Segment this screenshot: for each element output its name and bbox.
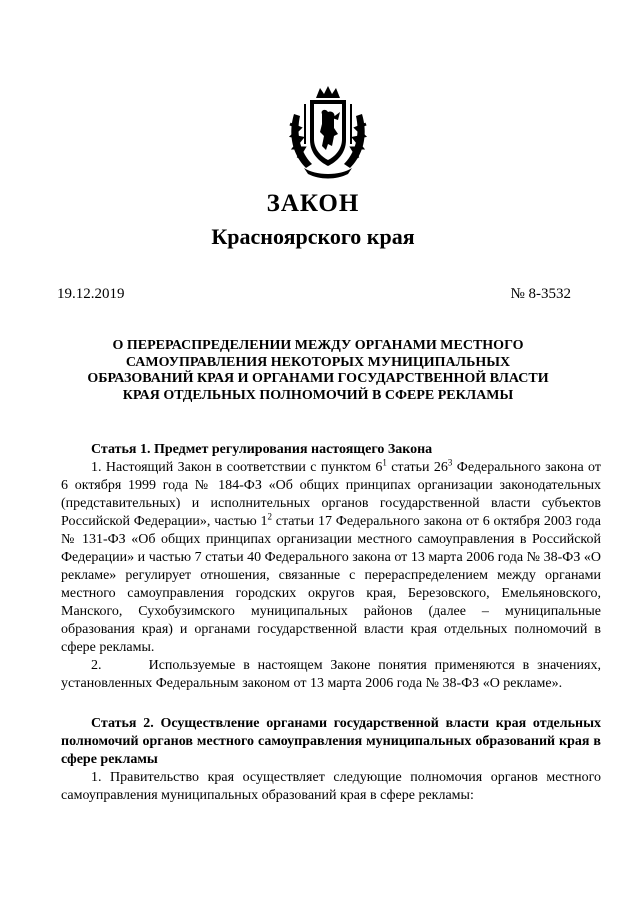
article-1-title: Статья 1. Предмет регулирования настоящего Закона [91, 442, 433, 457]
paragraph-text: 1. Настоящий Закон в соответствии с пунктом 6 [91, 460, 383, 475]
spacer [61, 693, 601, 715]
law-number: № 8-3532 [510, 286, 571, 302]
paragraph-text: статьи 26 [386, 460, 448, 475]
region-subtitle: Красноярского края [211, 224, 415, 249]
heading-line: О ПЕРЕРАСПРЕДЕЛЕНИИ МЕЖДУ ОРГАНАМИ МЕСТНОГО [112, 338, 524, 353]
superscript: 2 [267, 511, 272, 522]
article-2-title: Статья 2. Осуществление органами государственной власти края отдельных полномочий органов местного самоуправления муниципальных образований края в сфере рекламы [61, 716, 601, 767]
paragraph-text: Федерального закона от 6 октября 1999 года № 184-ФЗ «Об общих принципах организации законодательных (представительных) и исполнительных органов государственной власти субъектов Российской Федерации», частью 1 [61, 460, 601, 529]
article-1-paragraph-1 [61, 459, 601, 657]
law-heading [60, 338, 576, 404]
article-2-paragraph-1: 1. Правительство края осуществляет следующие полномочия органов местного самоуправления муниципальных образований края в сфере рекламы: [61, 770, 601, 803]
superscript: 1 [382, 457, 387, 468]
heading-line: САМОУПРАВЛЕНИЯ НЕКОТОРЫХ МУНИЦИПАЛЬНЫХ [125, 354, 511, 370]
superscript: 3 [447, 457, 453, 468]
document-type-title: ЗАКОН [266, 190, 360, 217]
law-body [61, 441, 601, 805]
coat-of-arms-emblem [286, 84, 370, 180]
law-date: 19.12.2019 [57, 286, 125, 302]
heading-line: ОБРАЗОВАНИЙ КРАЯ И ОРГАНАМИ ГОСУДАРСТВЕННОЙ ВЛАСТИ [87, 371, 549, 386]
paragraph-text: статьи 17 Федерального закона от 6 октября 2003 года № 131-ФЗ «Об общих принципах организации местного самоуправления в Российской Федерации» и частью 7 статьи 40 Федерального закона от 13 марта 2006 года № 38-ФЗ «О рекламе» регулирует отношения, связанные с перераспределением между органами местного самоуправления городских округов края, Березовского, Емельяновского, Манского, Сухобузимского муниципальных районов (далее – муниципальные образования края) и органами государственной власти края отдельных полномочий в сфере рекламы. [61, 514, 601, 655]
article-1-paragraph-2: 2. Используемые в настоящем Законе понятия применяются в значениях, установленных Федеральным законом от 13 марта 2006 года № 38-ФЗ «О рекламе». [61, 658, 601, 691]
heading-line: КРАЯ ОТДЕЛЬНЫХ ПОЛНОМОЧИЙ В СФЕРЕ РЕКЛАМЫ [122, 387, 514, 403]
